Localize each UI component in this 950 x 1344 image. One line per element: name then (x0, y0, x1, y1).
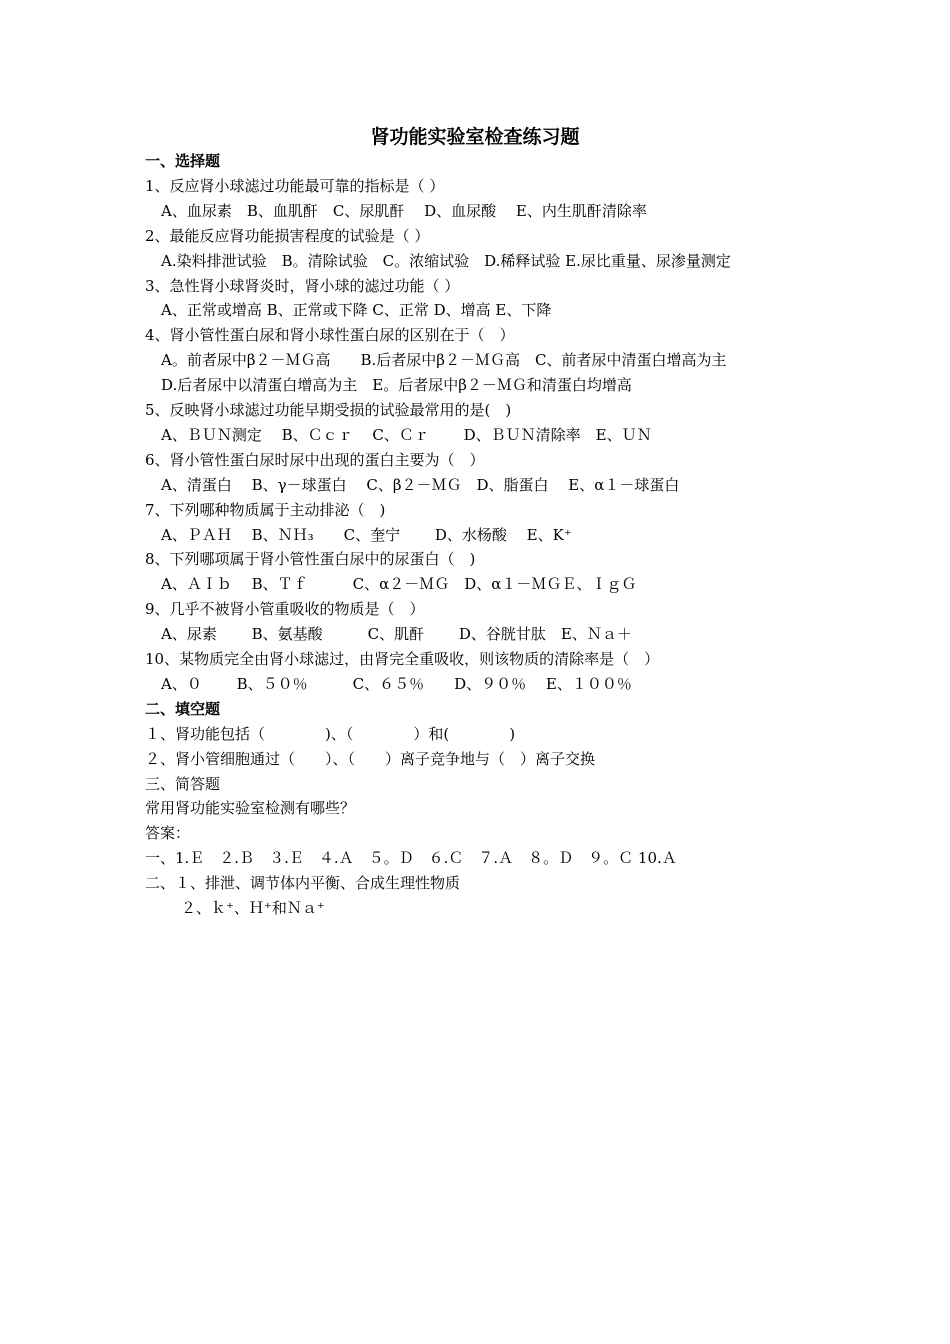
text-line: 10、某物质完全由肾小球滤过，由肾完全重吸收，则该物质的清除率是（ ） (145, 650, 660, 668)
text-line: A、０ B、５０％ C、６５％ D、９０％ E、１００％ (161, 675, 632, 693)
text-line: 答案： (145, 824, 191, 842)
text-line: 2、最能反应肾功能损害程度的试验是（ ） (145, 227, 430, 245)
text-line: 6、肾小管性蛋白尿时尿中出现的蛋白主要为（ ） (145, 451, 485, 469)
text-line: ２、肾小管细胞通过（ ）、（ ）离子竞争地与（ ）离子交换 (145, 750, 596, 768)
text-line: A、血尿素 B、血肌酐 C、尿肌酐 D、血尿酸 E、内生肌酐清除率 (161, 202, 647, 220)
text-line: １、肾功能包括（ )、（ ）和( ) (145, 725, 516, 743)
text-line: A、清蛋白 B、γ－球蛋白 C、β２－ＭＧ D、脂蛋白 E、α１－球蛋白 (161, 476, 680, 494)
document-title: 肾功能实验室检查练习题 (370, 126, 580, 148)
text-line: A.染料排泄试验 B。清除试验 C。浓缩试验 D.稀释试验 E.尿比重量、尿渗量测定 (161, 252, 731, 270)
section-heading: 一、选择题 (145, 152, 221, 170)
text-line: A、尿素 B、氨基酸 C、肌酐 D、谷胱甘肽 E、Ｎａ＋ (161, 625, 632, 643)
text-line: 1、反应肾小球滤过功能最可靠的指标是（ ） (145, 177, 445, 195)
text-line: 7、下列哪种物质属于主动排泌（ ) (145, 501, 386, 519)
text-line: 5、反映肾小球滤过功能早期受损的试验最常用的是( ) (145, 401, 512, 419)
text-line: A、ＢＵＮ测定 B、Ｃｃｒ C、Ｃｒ D、ＢＵＮ清除率 E、ＵＮ (161, 426, 652, 444)
text-line: A、ＰＡＨ B、ＮＨ₃ C、奎宁 D、水杨酸 E、K⁺ (161, 526, 572, 544)
text-line: 常用肾功能实验室检测有哪些？ (145, 799, 356, 817)
text-line: 4、肾小管性蛋白尿和肾小球性蛋白尿的区别在于（ ） (145, 326, 515, 344)
text-line: A、ＡＩｂ B、Ｔｆ C、α２－ＭＧ D、α１－ＭＧＥ、ＩｇＧ (161, 575, 637, 593)
text-line: 一、1.Ｅ ２.Ｂ ３.Ｅ ４.Ａ ５。Ｄ ６.Ｃ ７.Ａ ８。Ｄ ９。Ｃ 10.Ａ (145, 849, 677, 867)
text-line: 三、简答题 (145, 775, 221, 793)
text-line: 9、几乎不被肾小管重吸收的物质是（ ） (145, 600, 425, 618)
section-heading: 二、填空题 (145, 700, 221, 718)
text-line: 3、急性肾小球肾炎时，肾小球的滤过功能（ ） (145, 277, 460, 295)
text-line: D.后者尿中以清蛋白增高为主 E。后者尿中β２－ＭＧ和清蛋白均增高 (161, 376, 632, 394)
text-line: A、正常或增高 B、正常或下降 C、正常 D、增高 E、下降 (161, 301, 552, 319)
text-line: 8、下列哪项属于肾小管性蛋白尿中的尿蛋白（ ) (145, 550, 476, 568)
text-line: 二、１、排泄、调节体内平衡、合成生理性物质 (145, 874, 461, 892)
text-line: A。前者尿中β２－ＭＧ高 B.后者尿中β２－ＭＧ高 C、前者尿中清蛋白增高为主 (161, 351, 727, 369)
text-line: ２、ｋ⁺、Ｈ⁺和Ｎａ⁺ (181, 899, 325, 917)
